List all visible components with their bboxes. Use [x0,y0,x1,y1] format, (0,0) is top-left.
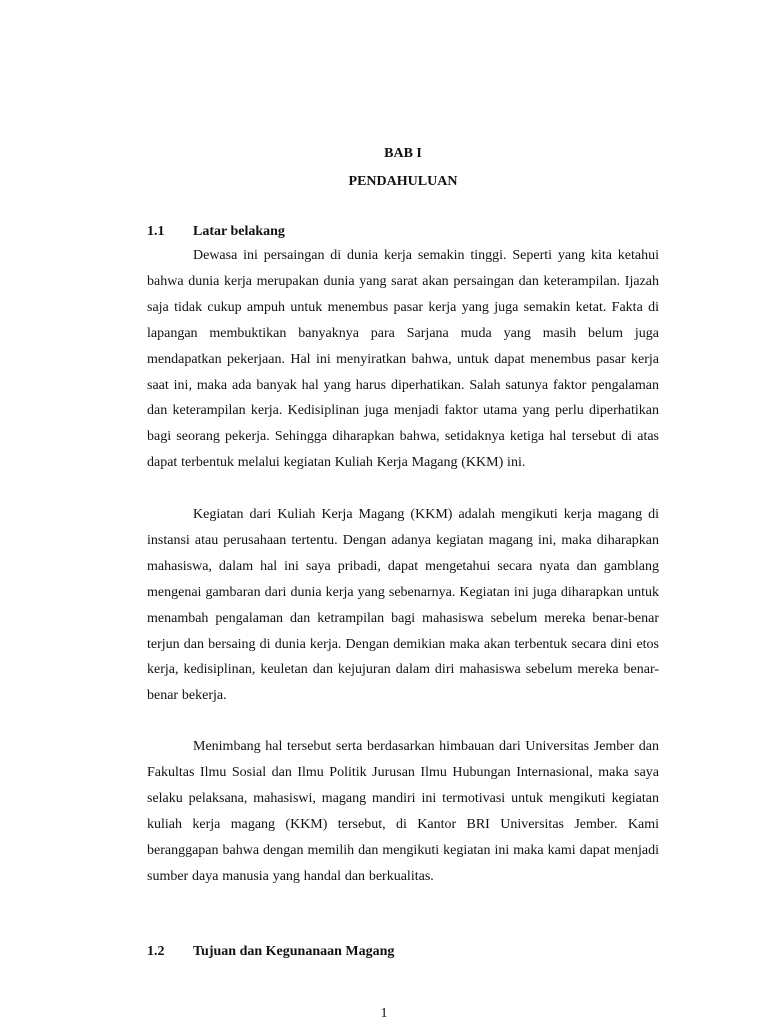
chapter-number: BAB I [384,146,422,161]
section-title: Tujuan dan Kegunanaan Magang [193,944,395,959]
paragraph: Menimbang hal tersebut serta berdasarkan himbauan dari Universitas Jember dan Fakultas Ilmu Sosial dan Ilmu Politik Jurusan Ilmu Hubungan Internasional, maka saya selaku pelaksana, mahasiswi, magang mandiri ini termotivasi untuk mengikuti kegiatan kuliah kerja magang (KKM) tersebut, di Kantor BRI Universitas Jember. Kami beranggapan bahwa dengan memilih dan mengikuti kegiatan ini maka kami dapat menjadi sumber daya manusia yang handal dan berkualitas. [147,739,659,884]
paragraph: Kegiatan dari Kuliah Kerja Magang (KKM) adalah mengikuti kerja magang di instansi atau perusahaan tertentu. Dengan adanya kegiatan magang ini, maka diharapkan mahasiswa, dalam hal ini saya pribadi, dapat mengetahui secara nyata dan gamblang mengenai gambaran dari dunia kerja yang sebenarnya. Kegiatan ini juga diharapkan untuk menambah pengalaman dan ketrampilan bagi mahasiswa sebelum mereka benar-benar terjun dan bersaing di dunia kerja. Dengan demikian maka akan terbentuk secara dini etos kerja, kedisiplinan, keuletan dan kejujuran dalam diri mahasiswa sebelum mereka benar-benar bekerja. [147,507,659,704]
section-number: 1.2 [147,944,165,959]
chapter-title: PENDAHULUAN [348,174,458,189]
page-number: 1 [380,1006,388,1021]
section-heading-1-2 [147,944,394,960]
paragraph: Dewasa ini persaingan di dunia kerja semakin tinggi. Seperti yang kita ketahui bahwa dunia kerja merupakan dunia yang sarat akan persaingan dan keterampilan. Ijazah saja tidak cukup ampuh untuk menembus pasar kerja yang juga semakin ketat. Fakta di lapangan membuktikan banyaknya para Sarjana muda yang masih belum juga mendapatkan pekerjaan. Hal ini menyiratkan bahwa, untuk dapat menembus pasar kerja saat ini, maka ada banyak hal yang harus diperhatikan. Salah satunya faktor pengalaman dan keterampilan kerja. Kedisiplinan juga menjadi faktor utama yang perlu diperhatikan bagi seorang pekerja. Sehingga diharapkan bahwa, setidaknya ketiga hal tersebut di atas dapat terbentuk melalui kegiatan Kuliah Kerja Magang (KKM) ini. [147,248,659,471]
section-heading-1-1 [147,224,285,240]
section-number: 1.1 [147,224,165,239]
section-title: Latar belakang [193,224,285,239]
